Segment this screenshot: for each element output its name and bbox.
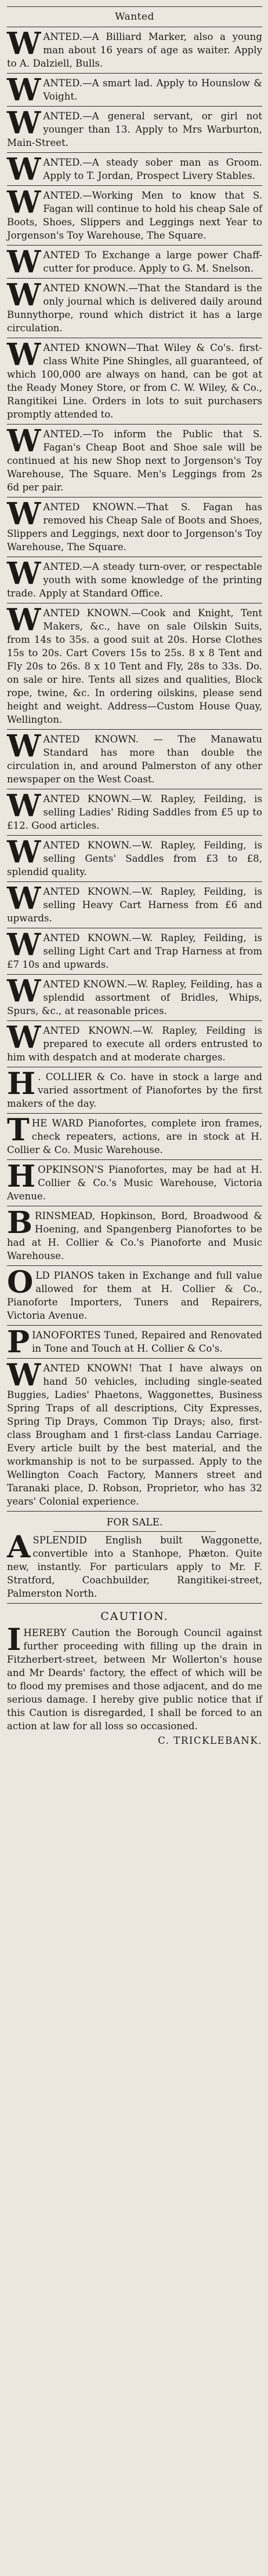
drop-cap: W — [7, 423, 41, 459]
ad-text: ANTED KNOWN.—W. Rapley, Feilding is prepared to execute all orders entrusted to him with despatch and at moderate charges. — [7, 1025, 262, 1063]
classified-ad — [7, 423, 262, 494]
ad-text: ANTED KNOWN.—That S. Fagan has removed his Cheap Sale of Boots and Shoes, Slippers and Leggings, next door to Jorgenson's Toy Warehouse, The Square. — [7, 502, 262, 552]
caution-top-rule — [7, 1603, 262, 1604]
ad-text: ANTED.—A steady sober man as Groom. Apply to T. Jordan, Prospect Livery Stables. — [43, 157, 262, 181]
classified-ad — [7, 1324, 262, 1360]
ad-text: ANTED KNOWN.—W. Rapley, Feilding, is selling Heavy Cart Harness from £6 and upwards. — [7, 886, 262, 924]
classified-ad — [7, 1159, 262, 1203]
classified-ad — [7, 72, 262, 108]
classified-ad — [7, 26, 262, 70]
drop-cap: W — [7, 927, 41, 963]
ad-text: SPLENDID English built Waggonette, convertible into a Stanhope, Phæton. Quite new, instantly. For particulars apply to Mr. F. Stratford, Coachbuilder, Rangitikei-street, Palmerston North. — [7, 1535, 262, 1599]
classified-ad — [7, 881, 262, 925]
ad-text: ANTED.—A Billiard Marker, also a young man about 16 years of age as waiter. Apply to A. Dalziell, Bulls. — [7, 31, 262, 69]
classified-ad — [7, 244, 262, 280]
drop-cap: T — [7, 1113, 30, 1148]
ad-text: ANTED KNOWN.—Cook and Knight, Tent Makers, &c., have on sale Oilskin Suits, from 14s to 35s. a good suit at 20s. Horse Clothes 15s to 20s. Cart Covers 15s to 25s. 8 x 8 Tent and Fly 20s to 26s. 8 x 10 Tent and Fly, 28s to 33s. Do. on sale or hire. Tents all sizes and qualities, Block rope, twine, &c. In ordering oilskins, please send height and weight. Address—Custom House Quay, Wellington. — [7, 608, 262, 725]
ad-text: ANTED.—A steady turn-over, or respectable youth with some knowledge of the printing trade. Apply at Standard Office. — [7, 561, 262, 599]
classified-ad — [7, 1113, 262, 1157]
classified-ad — [7, 1265, 262, 1322]
ad-text: IANOFORTES Tuned, Repaired and Renovated in Tone and Touch at H. Collier & Co's. — [32, 1330, 262, 1354]
drop-cap: W — [7, 244, 41, 280]
ad-text: ANTED.—To inform the Public that S. Fagan's Cheap Boot and Shoe sale will be continued at his new Shop next to Jorgenson's Toy Warehouse, The Square. Men's Leggings from 2s 6d per pair. — [7, 429, 262, 493]
classified-ad — [7, 185, 262, 242]
classified-ad — [7, 974, 262, 1018]
ad-separator-rule — [7, 881, 262, 882]
drop-cap: W — [7, 152, 41, 187]
classified-ads-list — [7, 26, 262, 1508]
ad-text: ANTED KNOWN.—W. Rapley, Feilding, is selling Ladies' Riding Saddles from £5 up to £12. Good articles. — [7, 793, 262, 831]
drop-cap: W — [7, 1020, 41, 1055]
ad-text: ANTED.—A general servant, or girl not younger than 13. Apply to Mrs Warburton, Main-Street. — [7, 111, 262, 148]
drop-cap: H — [7, 1066, 36, 1102]
classified-ad — [7, 1205, 262, 1263]
ad-text: LD PIANOS taken in Exchange and full value allowed for them at H. Collier & Co., Pianoforte Importers, Tuners and Repairers, Victoria Avenue. — [7, 1270, 262, 1321]
drop-cap: W — [7, 277, 41, 313]
drop-cap: W — [7, 974, 41, 1009]
ad-separator-rule — [7, 106, 262, 107]
ad-separator-rule — [7, 729, 262, 730]
drop-cap: A — [7, 1529, 31, 1565]
section-heading-wanted: Wanted — [115, 11, 154, 23]
classified-ad — [7, 1357, 262, 1508]
ad-text: ANTED KNOWN—That Wiley & Co's. first-class White Pine Shingles, all guaranteed, of which 100,000 are always on hand, can be got at the Ready Money Store, or from C. W. Wiley, & Co., Rangitikei Line. Orders in lots to suit purchasers promptly attended to. — [7, 342, 262, 420]
drop-cap: W — [7, 556, 41, 591]
caution-notice — [7, 1622, 262, 1733]
for-sale-top-rule — [7, 1511, 262, 1512]
drop-cap: H — [7, 1159, 36, 1194]
ad-text: ANTED KNOWN.—W. Rapley, Feilding, is selling Gents' Saddles from £3 to £8, splendid quality. — [7, 840, 262, 877]
classified-ad — [7, 496, 262, 554]
ad-separator-rule — [7, 1113, 262, 1114]
drop-cap: W — [7, 602, 41, 638]
drop-cap: W — [7, 881, 41, 916]
ad-separator-rule — [7, 1020, 262, 1021]
ad-text: OPKINSON'S Pianofortes, may be had at H. Collier & Co.'s Music Warehouse, Victoria Avenue. — [7, 1164, 262, 1202]
classified-ad — [7, 602, 262, 726]
drop-cap: W — [7, 185, 41, 220]
drop-cap: W — [7, 337, 41, 372]
ad-separator-rule — [7, 1159, 262, 1160]
drop-cap: W — [7, 835, 41, 870]
ad-separator-rule — [7, 835, 262, 836]
section-heading-for-sale: FOR SALE. — [106, 1517, 163, 1528]
ad-text: HE WARD Pianofortes, complete iron frames, check repeaters, actions, are in stock at H. Collier & Co. Music Warehouse. — [7, 1118, 262, 1155]
drop-cap: W — [7, 26, 41, 61]
drop-cap: W — [7, 729, 41, 764]
ad-separator-rule — [7, 424, 262, 425]
ad-text: ANTED KNOWN. — The Manawatu Standard has more than double the circulation in, and around Palmerston of any other newspaper on the West Coast. — [7, 734, 262, 785]
classified-ad — [7, 1066, 262, 1110]
ad-separator-rule — [7, 1265, 262, 1266]
ad-text: ANTED KNOWN.—W. Rapley, Feilding, has a splendid assortment of Bridles, Whips, Spurs, &c., at reasonable prices. — [7, 979, 262, 1016]
drop-cap: W — [7, 496, 41, 532]
ad-text: . COLLIER & Co. have in stock a large and varied assortment of Pianofortes by the first makers of the day. — [7, 1071, 262, 1109]
ad-separator-rule — [7, 278, 262, 279]
classified-ad — [7, 556, 262, 600]
ad-separator-rule — [7, 1358, 262, 1359]
drop-cap: P — [7, 1324, 30, 1360]
drop-cap: W — [7, 105, 41, 141]
classified-ad — [7, 105, 262, 149]
ad-text: ANTED.—A smart lad. Apply to Hounslow & Voight. — [43, 78, 262, 102]
drop-cap: W — [7, 72, 41, 108]
ad-text: ANTED KNOWN! That I have always on hand 50 vehicles, including single-seated Buggies, Ladies' Phaetons, Waggonettes, Business Spring Traps of all descriptions, City Expresses, Spring Tip Drays, Common Tip Drays; also, first-class Brougham and 1 first-class Landau Carriage. Every article built by the best material, and the workmanship is not to be surpassed. Apply to the Wellington Coach Factory, Manners street and Taranaki place, D. Robson, Proprietor, who has 32 years' Colonial experience. — [7, 1363, 262, 1507]
classified-ad — [7, 835, 262, 879]
section-heading-caution: CAUTION. — [100, 1610, 169, 1623]
top-rule — [7, 6, 262, 7]
classified-ad — [7, 1020, 262, 1064]
drop-cap: B — [7, 1205, 32, 1241]
ad-separator-rule — [7, 974, 262, 975]
notice-text: HEREBY Caution the Borough Council against further proceeding with filling up the drain in Fitzherbert-street, between Mr Wollerton's house and Mr Deards' factory, the effect of which will be to flood my premises and those adjacent, and do me serious damage. I hereby give public notice that if this Caution is disregarded, I shall be forced to an action at law for all loss so occasioned. — [7, 1627, 262, 1732]
caution-signature: C. TRICKLEBANK. — [158, 1735, 262, 1746]
ad-separator-rule — [7, 73, 262, 74]
ad-separator-rule — [7, 152, 262, 153]
drop-cap: W — [7, 1357, 41, 1393]
classified-ad — [7, 927, 262, 971]
ad-separator-rule — [7, 185, 262, 186]
drop-cap: O — [7, 1265, 34, 1300]
ad-text: ANTED KNOWN.—That the Standard is the only journal which is delivered daily around Bunnythorpe, round which district it has a large circulation. — [7, 283, 262, 334]
for-sale-ad — [7, 1529, 262, 1600]
drop-cap: W — [7, 788, 41, 824]
classified-ad — [7, 277, 262, 335]
ad-text: ANTED.—Working Men to know that S. Fagan will continue to hold his cheap Sale of Boots, Shoes, Slippers and Leggings next Year to Jorgenson's Toy Warehouse, The Square. — [7, 190, 262, 241]
classified-ad — [7, 729, 262, 786]
classified-ad — [7, 152, 262, 187]
for-sale-heading-rule — [53, 1531, 216, 1532]
drop-cap: I — [7, 1622, 21, 1657]
ad-separator-rule — [7, 1325, 262, 1326]
ad-separator-rule — [7, 245, 262, 246]
ad-text: ANTED KNOWN.—W. Rapley, Feilding, is selling Light Cart and Trap Harness at from £7 10s and upwards. — [7, 932, 262, 970]
classified-ad — [7, 788, 262, 832]
ad-text: RINSMEAD, Hopkinson, Bord, Broadwood & Hoening, and Spangenberg Pianofortes to be had at H. Collier & Co.'s Pianoforte and Music Warehouse. — [7, 1210, 262, 1261]
ad-text: ANTED To Exchange a large power Chaff-cutter for produce. Apply to G. M. Snelson. — [43, 250, 262, 274]
classified-ad — [7, 337, 262, 421]
